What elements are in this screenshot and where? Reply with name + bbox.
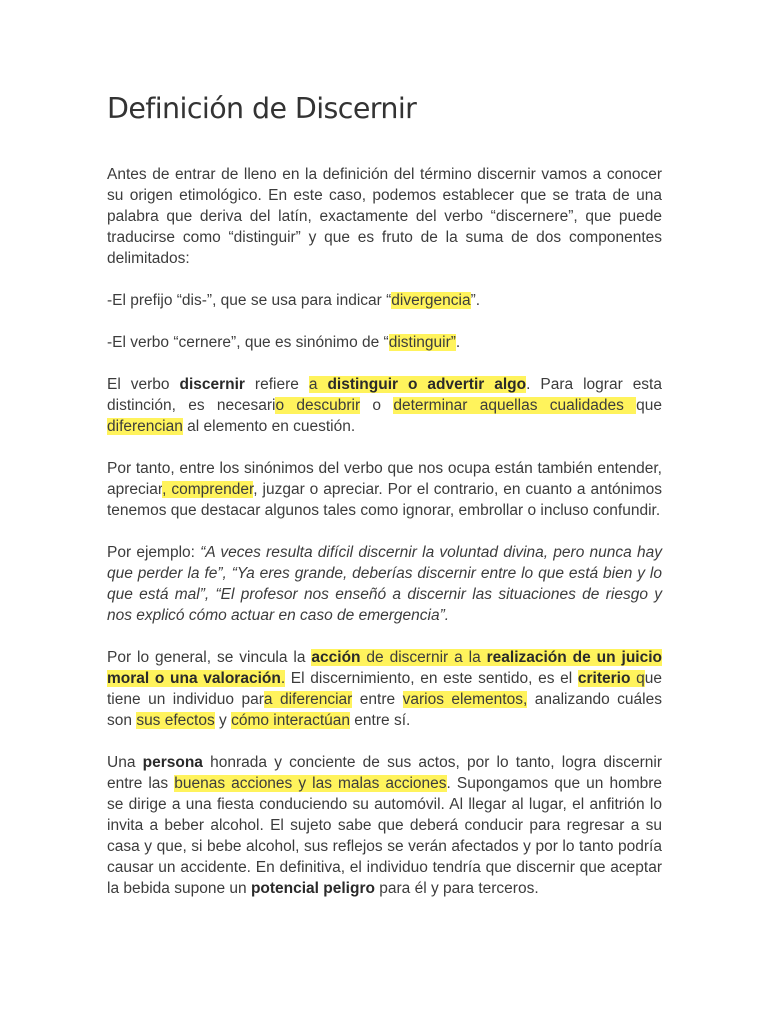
- page-title: Definición de Discernir: [107, 92, 417, 125]
- paragraph-verb: [107, 332, 662, 353]
- bold-criterio: criterio: [577, 670, 631, 687]
- text: Por tanto, entre los sinónimos del verbo que nos ocupa están también entender, apreciar: [107, 460, 662, 498]
- text: El verbo: [107, 376, 180, 393]
- highlight-cualidades: determinar aquellas cualidades: [393, 397, 637, 414]
- paragraph-person-example: [107, 752, 662, 899]
- text: al elemento en cuestión.: [182, 418, 356, 435]
- text: para él y para terceros.: [374, 880, 539, 897]
- highlight-comprender: , comprender: [162, 481, 254, 498]
- paragraph-judgement: [107, 647, 662, 731]
- highlight-varios-elementos: varios elementos,: [402, 691, 528, 708]
- text: entre: [352, 691, 403, 708]
- highlight-sus-efectos: sus efectos: [136, 712, 215, 729]
- text: El discernimiento, en este sentido, es el: [285, 670, 578, 687]
- text: y: [214, 712, 232, 729]
- highlight-distinguir: distinguir”: [388, 334, 456, 351]
- paragraph-etymology: [107, 164, 662, 269]
- text: Antes de entrar de lleno en la definición del término discernir vamos a conocer su origen etimológico. En este caso, podemos establecer que se trata de una palabra que deriva del latín, exactamente del verbo “discernere”, que puede traducirse como “distinguir” y que es fruto de la suma de dos componentes delimitados:: [107, 166, 662, 267]
- text: Por lo general, se vincula la: [107, 649, 312, 666]
- text: ue tiene un individuo par: [107, 670, 662, 708]
- highlight-descubrir: o descubrir: [275, 397, 361, 414]
- text: entre sí.: [350, 712, 411, 729]
- bold-discernir: discernir: [179, 376, 245, 393]
- text: . Supongamos que un hombre se dirige a una fiesta conduciendo su automóvil. Al llegar al lugar, el anfitrión lo invita a beber alcohol. El sujeto sabe que deberá conducir para regresar a su casa y que, si bebe alcohol, sus reflejos se verán afectados y por lo tanto podría causar un accidente. En definitiva, el individuo tendría que discernir que aceptar la bebida supone un: [107, 775, 663, 897]
- text: -El prefijo “dis-”, que se usa para indicar “: [107, 292, 392, 309]
- highlight-buenas-malas-acciones: buenas acciones y las malas acciones: [174, 775, 447, 792]
- text: Una: [107, 754, 143, 771]
- text: analizando cuáles son: [107, 691, 662, 729]
- paragraph-synonyms: [107, 458, 662, 521]
- bold-juicio-moral: realización de un juicio moral o una valoración: [107, 649, 663, 687]
- document-page: [107, 88, 662, 920]
- text: de discernir a la: [360, 649, 487, 666]
- text: que: [636, 397, 662, 414]
- bold-persona: persona: [142, 754, 203, 771]
- highlight-diferencian: diferencian: [107, 418, 183, 435]
- highlight-criterio: [578, 670, 645, 687]
- text: , juzgar o apreciar. Por el contrario, en cuanto a antónimos tenemos que destacar algunos tales como ignorar, embrollar o incluso confundir.: [107, 481, 662, 519]
- text: o: [360, 397, 394, 414]
- text: -El verbo “cernere”, que es sinónimo de “: [107, 334, 389, 351]
- highlight-divergencia: divergencia: [391, 292, 471, 309]
- text: ”.: [470, 292, 481, 309]
- bold-potencial-peligro: potencial peligro: [250, 880, 375, 897]
- italic-examples: “A veces resulta difícil discernir la voluntad divina, pero nunca hay que perder la fe”, “Ya eres grande, deberías discernir entre lo que está bien y lo que está mal”, “El profesor nos enseñó a discernir las situaciones de riesgo y nos explicó cómo actuar en caso de emergencia”.: [107, 544, 662, 624]
- paragraph-examples: [107, 542, 662, 626]
- text: .: [280, 670, 286, 687]
- text: Por ejemplo:: [107, 544, 201, 561]
- bold-distinguir-advertir: distinguir o advertir algo: [327, 376, 527, 393]
- paragraph-prefix: [107, 290, 662, 311]
- text: q: [630, 670, 645, 687]
- text: a: [308, 376, 328, 393]
- text: refiere: [244, 376, 309, 393]
- bold-accion: acción: [311, 649, 361, 666]
- highlight-distinguir-advertir: [309, 376, 526, 393]
- text: honrada y conciente de sus actos, por lo tanto, logra discernir entre las: [107, 754, 662, 792]
- paragraph-definition: [107, 374, 662, 437]
- text: .: [455, 334, 461, 351]
- highlight-como-interactuan: cómo interactúan: [231, 712, 350, 729]
- highlight-diferenciar: a diferenciar: [263, 691, 353, 708]
- text: . Para lograr esta distinción, es necesari: [107, 376, 662, 414]
